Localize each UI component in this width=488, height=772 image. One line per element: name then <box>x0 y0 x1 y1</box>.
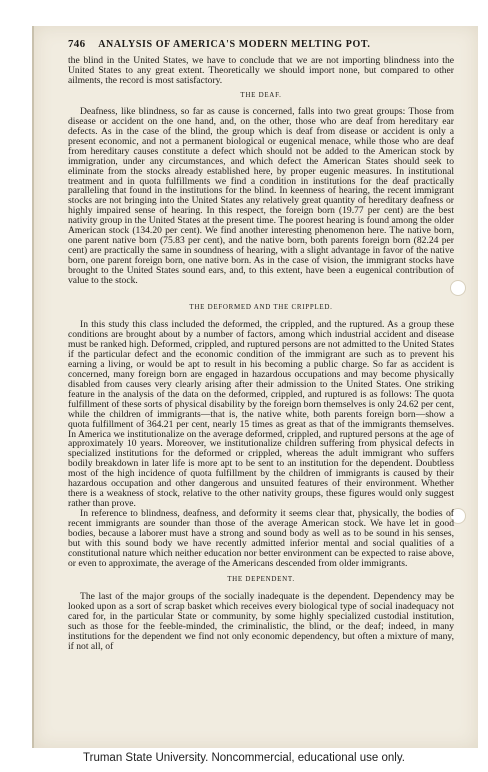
document-page <box>32 26 478 748</box>
section-gap <box>68 286 454 297</box>
deaf-paragraph: Deafness, like blindness, so far as cause is concerned, falls into two great groups: Those from disease or accident on the one hand, and, on the other, those who are deaf from hereditary ear defects. As in the case of the blind, the group which is deaf from disease or accident is only a present economic, and not a permanent biological or eugenical menace, while those who are deaf from hereditary causes constitute a defect which should not be added to the American stock by immigration, under any circumstances, and which defect the American States should seek to eliminate from the stocks already established here, by proper eugenic measures. In institutional treatment and in quota fulfillments we find a condition in institutions for the deaf practically paralleling that found in the institutions for the blind. In keenness of hearing, the recent immigrant stocks are not bringing into the United States any relatively great quantity of hereditary deafness or highly impaired sense of hearing. In this respect, the foreign born (19.77 per cent) are the best nativity group in the United States at the present time. The poorest hearing is found among the older American stock (134.20 per cent). We find another interesting phenomenon here. The native born, one parent native born (75.83 per cent), and the native born, both parents foreign born (82.24 per cent) are practically the same in soundness of hearing, with a slight advantage in favor of the native born, one parent foreign born, one native born. As in the case of vision, the immigrant stocks have brought to the United States sound ears, and, to this extent, have been a eugenical contribution of value to the stock. <box>68 105 454 287</box>
section-heading-deaf: THE DEAF. <box>240 90 282 99</box>
section-heading-dependent: THE DEPENDENT. <box>227 574 295 583</box>
deformed-paragraph-1: In this study this class included the deformed, the crippled, and the ruptured. As a group these conditions are brought about by a number of factors, among which industrial accident and disease must be ranked high. Deformed, crippled, and ruptured persons are not admitted to the United States if the particular defect and the economic condition of the immigrant are such as to prevent his earning a living, or would be apt to result in his becoming a public charge. So far as accident is concerned, many foreign born are engaged in hazardous occupations and may become physically disabled from causes very clearly arising after their admission to the United States. One striking feature in the analysis of the data on the deformed, crippled, and ruptured is as follows: The quota fulfillment of these sorts of physical disability by the foreign born themselves is only 24.62 per cent, while the children of immigrants—that is, the native white, both parents foreign born—show a quota fulfillment of 364.21 per cent, nearly 15 times as great as that of the immigrants themselves. In America we institutionalize on the average deformed, crippled, and ruptured persons at the age of approximately 10 years. Moreover, we institutionalize children suffering from physical defects in specialized institutions for the deformed or crippled, whereas the adult immigrant who suffers bodily breakdown in later life is more apt to be sent to an institution for the dependent. Doubtless most of the high incidence of quota fulfillment by the children of immigrants is caused by their hazardous occupation and other dangerous and unsuited features of their environment. Whether there is a weakness of stock, relative to the other nativity groups, these figures would only suggest rather than prove. <box>68 319 454 510</box>
page-header <box>68 38 454 50</box>
intro-paragraph: the blind in the United States, we have to conclude that we are not importing blindness into the United States to any great extent. Theoretically we should import none, but compared to other ailments, the record is most satisfactory. <box>68 55 454 86</box>
page-content <box>68 38 454 652</box>
dependent-paragraph: The last of the major groups of the socially inadequate is the dependent. Dependency may be looked upon as a sort of scrap basket which receives every biological type of social inadequacy not cared for, in the particular State or community, by some highly specialized custodial institution, such as those for the feeble-minded, the criminalistic, the blind, or the deaf; indeed, in many institutions for the dependent we find not only economic dependency, but often a mixture of many, if not all, of <box>68 590 454 652</box>
deformed-paragraph-2: In reference to blindness, deafness, and deformity it seems clear that, physically, the bodies of recent immigrants are sounder than those of the average American stock. We have let in good bodies, because a laborer must have a strong and sound body as well as to be sound in his senses, but with this sound body we have recently admitted inferior mental and social qualities of a constitutional nature which neither education nor better environment can be expected to raise above, or even to approximate, the average of the Americans descended from older immigrants. <box>68 508 454 569</box>
page-number: 746 <box>68 38 86 50</box>
footer-notice: Truman State University. Noncommercial, educational use only. <box>83 752 405 764</box>
running-head: ANALYSIS OF AMERICA'S MODERN MELTING POT. <box>98 39 371 50</box>
section-heading-deformed: THE DEFORMED AND THE CRIPPLED. <box>189 303 333 312</box>
